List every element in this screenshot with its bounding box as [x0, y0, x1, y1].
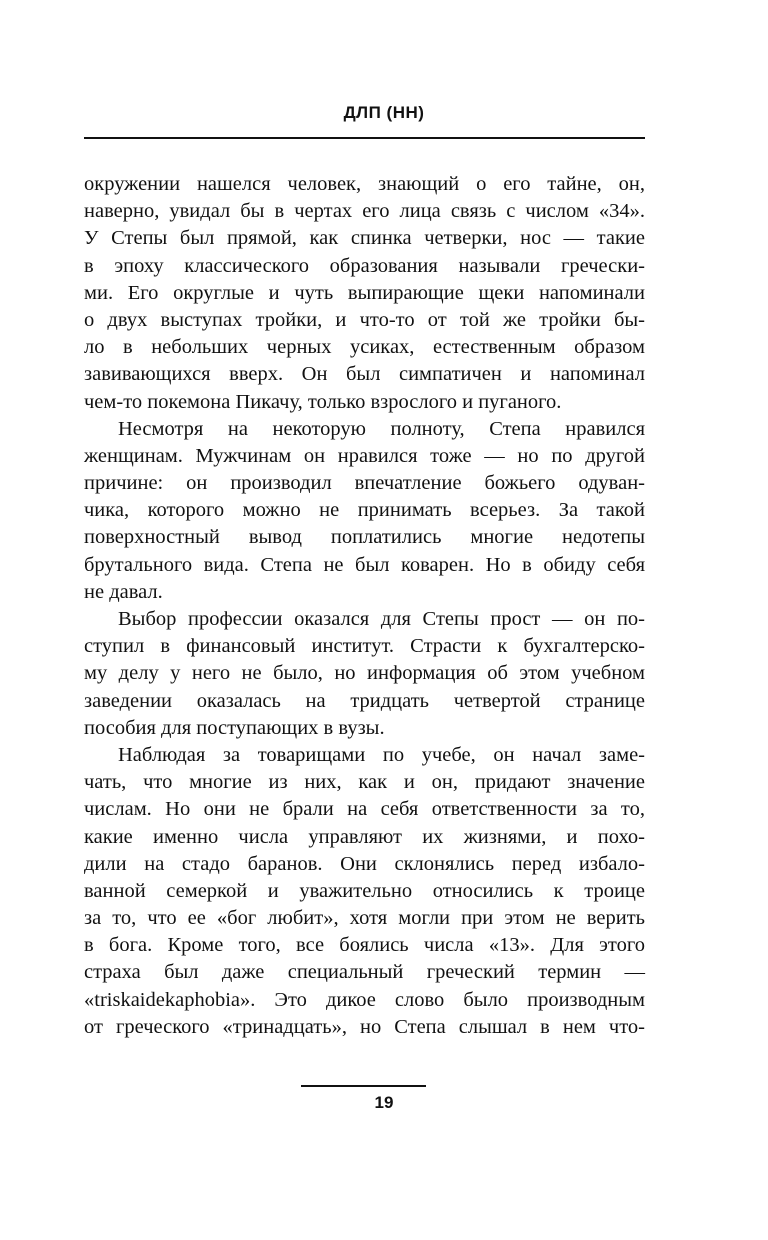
text-line: чать, что многие из них, как и он, придают значение: [84, 771, 645, 794]
text-line: заведении оказалась на тридцать четвертой странице: [84, 689, 645, 712]
paragraph-2: [84, 416, 645, 606]
body-text: [84, 171, 645, 1041]
text-line: ванной семеркой и уважительно относились к троице: [84, 879, 645, 902]
text-line: пособия для поступающих в вузы.: [84, 716, 385, 739]
text-line: в бога. Кроме того, все боялись числа «13». Для этого: [84, 934, 645, 957]
text-line: ло в небольших черных усиках, естественным образом: [84, 336, 645, 359]
text-line: ступил в финансовый институт. Страсти к бухгалтерско-: [84, 635, 645, 658]
text-line: чика, которого можно не принимать всерьез. За такой: [84, 499, 645, 522]
header-rule: [84, 137, 645, 139]
text-line: окружении нашелся человек, знающий о его тайне, он,: [84, 173, 645, 195]
text-line: Наблюдая за товарищами по учебе, он начал заме-: [118, 743, 645, 766]
text-line: Выбор профессии оказался для Степы прост — он по-: [118, 608, 645, 630]
paragraph-4: [84, 742, 645, 1041]
text-line: страха был даже специальный греческий термин —: [84, 961, 645, 984]
text-line: в эпоху классического образования называли гречески-: [84, 254, 645, 277]
text-line: «triskaidekaphobia». Это дикое слово было производным: [84, 988, 645, 1011]
text-line: завивающихся вверх. Он был симпатичен и напоминал: [84, 363, 645, 386]
text-line: женщинам. Мужчинам он нравился тоже — но по другой: [84, 444, 645, 467]
text-line: числам. Но они не брали на себя ответственности за то,: [84, 798, 645, 821]
text-line: за то, что ее «бог любит», хотя могли при этом не верить: [84, 907, 645, 930]
page-number: 19: [374, 1093, 394, 1112]
text-line: му делу у него не было, но информация об этом учебном: [84, 662, 645, 685]
text-line: не давал.: [84, 580, 163, 603]
running-header-title: ДЛП (НН): [343, 103, 425, 122]
text-line: поверхностный вывод поплатились многие недотепы: [84, 526, 645, 549]
paragraph-1: [84, 171, 645, 416]
text-line: дили на стадо баранов. Они склонялись перед избало-: [84, 852, 645, 875]
text-line: ми. Его округлые и чуть выпирающие щеки напоминали: [84, 281, 645, 304]
text-line: о двух выступах тройки, и что-то от той же тройки бы-: [84, 308, 645, 331]
text-line: чем-то покемона Пикачу, только взрослого и пуганого.: [84, 390, 562, 413]
text-line: от греческого «тринадцать», но Степа слышал в нем что-: [84, 1015, 645, 1038]
text-line: Несмотря на некоторую полноту, Степа нравился: [118, 417, 645, 440]
text-line: брутального вида. Степа не был коварен. Но в обиду себя: [84, 553, 645, 576]
text-line: причине: он производил впечатление божьего одуван-: [84, 472, 645, 495]
text-line: У Степы был прямой, как спинка четверки, нос — такие: [84, 227, 645, 250]
footer-rule: [301, 1085, 426, 1087]
text-line: наверно, увидал бы в чертах его лица связь с числом «34».: [84, 200, 645, 223]
text-line: какие именно числа управляют их жизнями, и похо-: [84, 825, 645, 848]
paragraph-3: [84, 606, 645, 742]
